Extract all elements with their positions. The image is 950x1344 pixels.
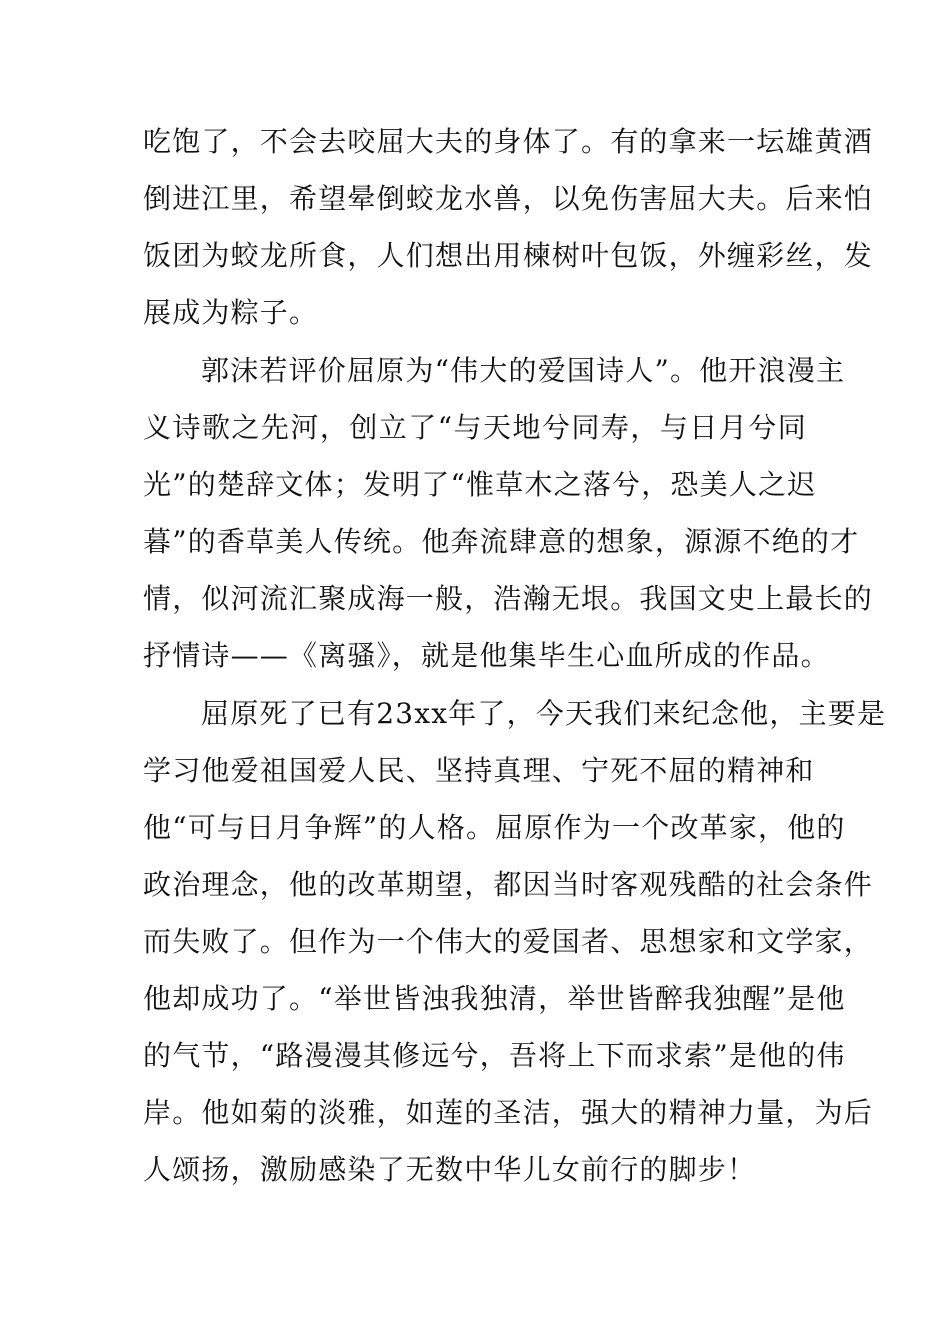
paragraph-3-line-5: 而失败了。但作为一个伟大的爱国者、思想家和文学家， bbox=[143, 925, 874, 958]
paragraph-1-line-4: 展成为粽子。 bbox=[143, 296, 319, 329]
paragraph-3-line-7: 的气节，“路漫漫其修远兮，吾将上下而求索”是他的伟 bbox=[143, 1039, 846, 1072]
paragraph-3-line-4: 政治理念，他的改革期望，都因当时客观残酷的社会条件 bbox=[143, 868, 874, 901]
paragraph-3-line-3: 他“可与日月争辉”的人格。屈原作为一个改革家，他的 bbox=[143, 811, 846, 844]
paragraph-3-line-9: 人颂扬，激励感染了无数中华儿女前行的脚步！ bbox=[143, 1153, 757, 1186]
paragraph-1-line-3: 饭团为蛟龙所食，人们想出用楝树叶包饭，外缠彩丝，发 bbox=[143, 239, 874, 272]
paragraph-3-line-1: 屈原死了已有23xx年了，今天我们来纪念他，主要是 bbox=[201, 697, 887, 730]
paragraph-2-line-1: 郭沫若评价屈原为“伟大的爱国诗人”。他开浪漫主 bbox=[201, 354, 846, 387]
paragraph-2-line-2: 义诗歌之先河，创立了“与天地兮同寿，与日月兮同 bbox=[143, 411, 807, 444]
paragraph-2-line-6: 抒情诗——《离骚》，就是他集毕生心血所成的作品。 bbox=[143, 639, 830, 672]
paragraph-2-line-4: 暮”的香草美人传统。他奔流肆意的想象，源源不绝的才 bbox=[143, 525, 860, 558]
paragraph-2-line-5: 情，似河流汇聚成海一般，浩瀚无垠。我国文史上最长的 bbox=[143, 582, 874, 615]
paragraph-1-line-2: 倒进江里，希望晕倒蛟龙水兽，以免伤害屈大夫。后来怕 bbox=[143, 182, 874, 215]
paragraph-2-line-3: 光”的楚辞文体；发明了“惟草木之落兮，恐美人之迟 bbox=[143, 468, 817, 501]
paragraph-3-line-8: 岸。他如菊的淡雅，如莲的圣洁，强大的精神力量，为后 bbox=[143, 1096, 874, 1129]
paragraph-3-line-6: 他却成功了。“举世皆浊我独清，举世皆醉我独醒”是他 bbox=[143, 982, 846, 1015]
paragraph-3-line-2: 学习他爱祖国爱人民、坚持真理、宁死不屈的精神和 bbox=[143, 754, 815, 787]
paragraph-1-line-1: 吃饱了，不会去咬屈大夫的身体了。有的拿来一坛雄黄酒 bbox=[143, 125, 874, 158]
